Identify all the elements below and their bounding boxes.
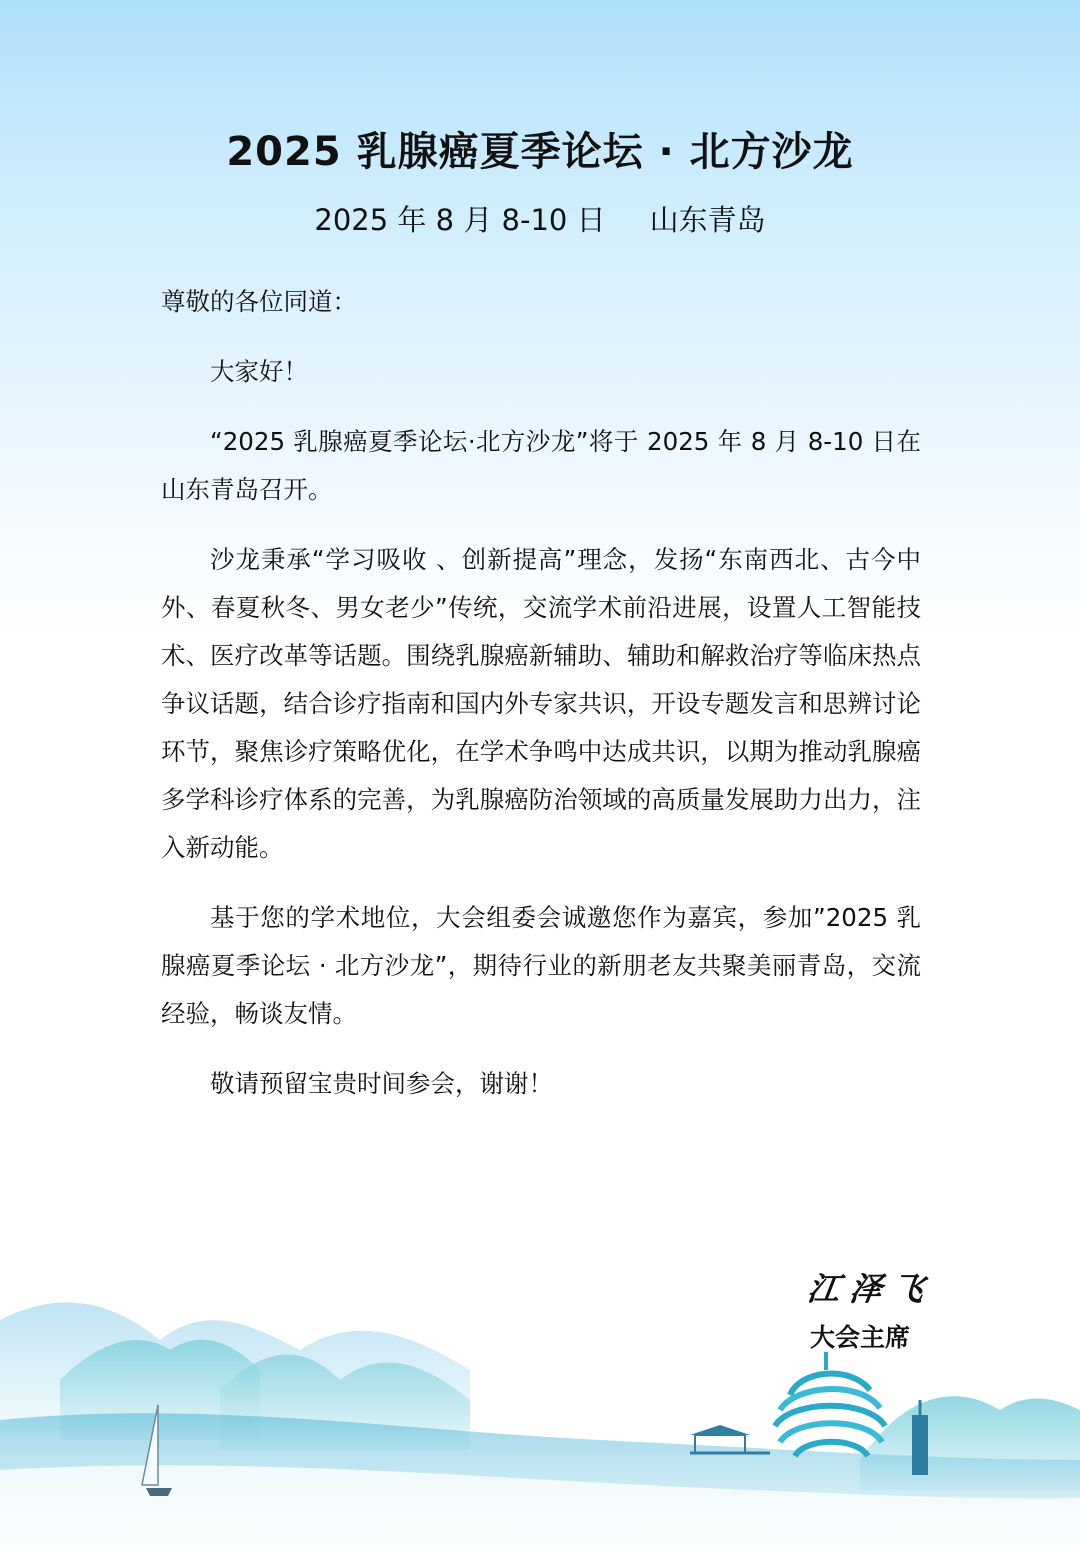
event-date: 2025 年 8 月 8-10 日 <box>314 203 606 237</box>
signature-name: 江泽飞 <box>805 1270 937 1308</box>
page-title: 2025 乳腺癌夏季论坛 · 北方沙龙 <box>226 129 854 175</box>
paragraph-announcement: “2025 乳腺癌夏季论坛·北方沙龙”将于 2025 年 8 月 8-10 日在山东青岛召开。 <box>161 427 921 504</box>
paragraph-invitation: 基于您的学术地位，大会组委会诚邀您作为嘉宾，参加”2025 乳腺癌夏季论坛 · 北方沙龙”，期待行业的新朋老友共聚美丽青岛，交流经验，畅谈友情。 <box>161 903 921 1028</box>
paragraph-description: 沙龙秉承“学习吸收 、创新提高”理念，发扬“东南西北、古今中外、春夏秋冬、男女老少”传统，交流学术前沿进展，设置人工智能技术、医疗改革等话题。围绕乳腺癌新辅助、辅助和解救治疗等临床热点争议话题，结合诊疗指南和国内外专家共识，开设专题发言和思辨讨论环节，聚焦诊疗策略优化，在学术争鸣中达成共识，以期为推动乳腺癌多学科诊疗体系的完善，为乳腺癌防治领域的高质量发展助力出力，注入新动能。 <box>161 545 921 862</box>
salutation: 尊敬的各位同道： <box>161 287 357 316</box>
event-location: 山东青岛 <box>649 203 766 237</box>
signature-role: 大会主席 <box>810 1323 911 1352</box>
letter-body <box>161 278 921 1130</box>
paragraph-closing: 敬请预留宝贵时间参会，谢谢！ <box>210 1069 553 1098</box>
event-date-location <box>0 198 1080 239</box>
greeting: 大家好！ <box>210 357 308 386</box>
landmark-tower-icon <box>775 1352 885 1456</box>
